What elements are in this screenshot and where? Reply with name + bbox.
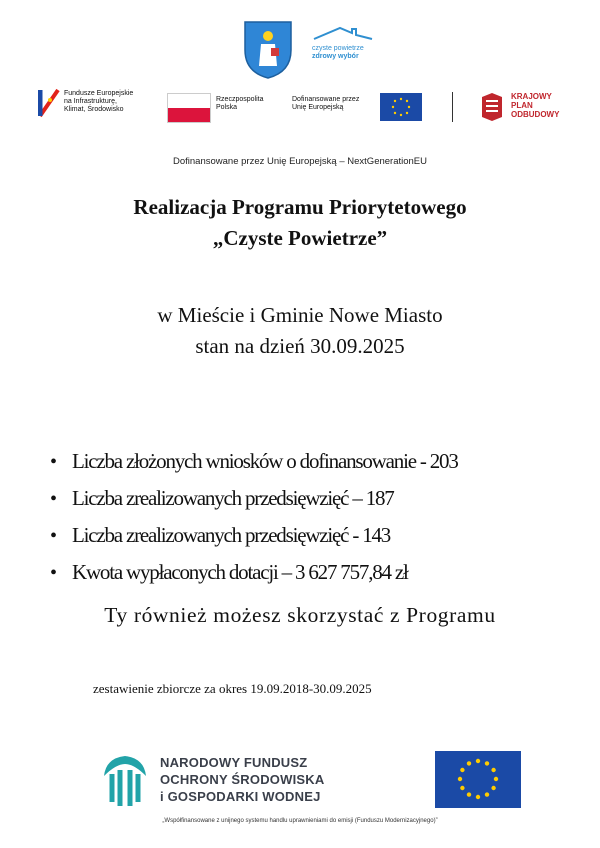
eu-line: Unię Europejską <box>292 104 344 111</box>
title-line2: „Czyste Powietrze” <box>212 226 388 250</box>
footnote: „Współfinansowane z unijnego systemu handlu uprawnieniami do emisji (Funduszu Modernizacyjnego)” <box>162 818 438 824</box>
nfosigw-logo-icon <box>98 752 152 810</box>
stat-item: • Liczba zrealizowanych przedsięwzięć – 187 <box>50 480 458 517</box>
czyste-powietrze-logo <box>312 26 374 66</box>
nf-line: i GOSPODARKI WODNEJ <box>160 789 321 804</box>
fe-line: Fundusze Europejskie <box>64 90 134 97</box>
kpo-line: KRAJOWY <box>511 92 552 101</box>
town-crest-icon <box>243 20 293 80</box>
fe-line: Klimat, Środowisko <box>64 106 124 113</box>
stat-item: • Liczba złożonych wniosków o dofinansowanie - 203 <box>50 443 458 480</box>
eu-line: Dofinansowane przez <box>292 96 360 103</box>
nfosigw-text <box>160 754 324 805</box>
period-note: zestawienie zbiorcze za okres 19.09.2018-30.09.2025 <box>93 681 372 696</box>
stat-item: • Liczba zrealizowanych przedsięwzięć - 143 <box>50 517 458 554</box>
divider <box>452 92 453 122</box>
fundusze-europejskie-icon <box>38 88 60 118</box>
subtitle-line2: stan na dzień 30.09.2025 <box>195 334 405 358</box>
stat-item: • Kwota wypłaconych dotacji – 3 627 757,84 zł <box>50 554 458 591</box>
rp-text <box>216 96 263 112</box>
nf-line: NARODOWY FUNDUSZ <box>160 755 308 770</box>
title-line1: Realizacja Programu Priorytetowego <box>133 195 467 219</box>
subtitle <box>0 300 600 362</box>
stats-list <box>50 443 458 591</box>
nf-line: OCHRONY ŚRODOWISKA <box>160 772 325 787</box>
subtitle-line1: w Mieście i Gminie Nowe Miasto <box>157 303 443 327</box>
ngeu-line: Dofinansowane przez Unię Europejską – NextGenerationEU <box>173 156 427 167</box>
fe-line: na Infrastrukturę, <box>64 98 117 105</box>
kpo-text <box>511 92 559 119</box>
kpo-line: ODBUDOWY <box>511 110 560 119</box>
kpo-line: PLAN <box>511 101 533 110</box>
house-roof-icon <box>312 26 374 40</box>
eu-flag-large-icon <box>435 751 521 808</box>
eu-cofunding-text <box>292 96 359 112</box>
rp-line: Polska <box>216 104 238 111</box>
polish-flag-icon <box>167 93 211 123</box>
fe-text <box>64 90 133 114</box>
page-title <box>0 192 600 254</box>
czyste-logo-line1: czyste powietrze <box>312 45 364 52</box>
kpo-icon <box>478 93 506 121</box>
eu-flag-small-icon <box>380 93 422 121</box>
call-to-action: Ty również możesz skorzystać z Programu <box>104 603 496 627</box>
czyste-logo-line2: zdrowy wybór <box>312 53 359 60</box>
rp-line: Rzeczpospolita <box>216 96 264 103</box>
